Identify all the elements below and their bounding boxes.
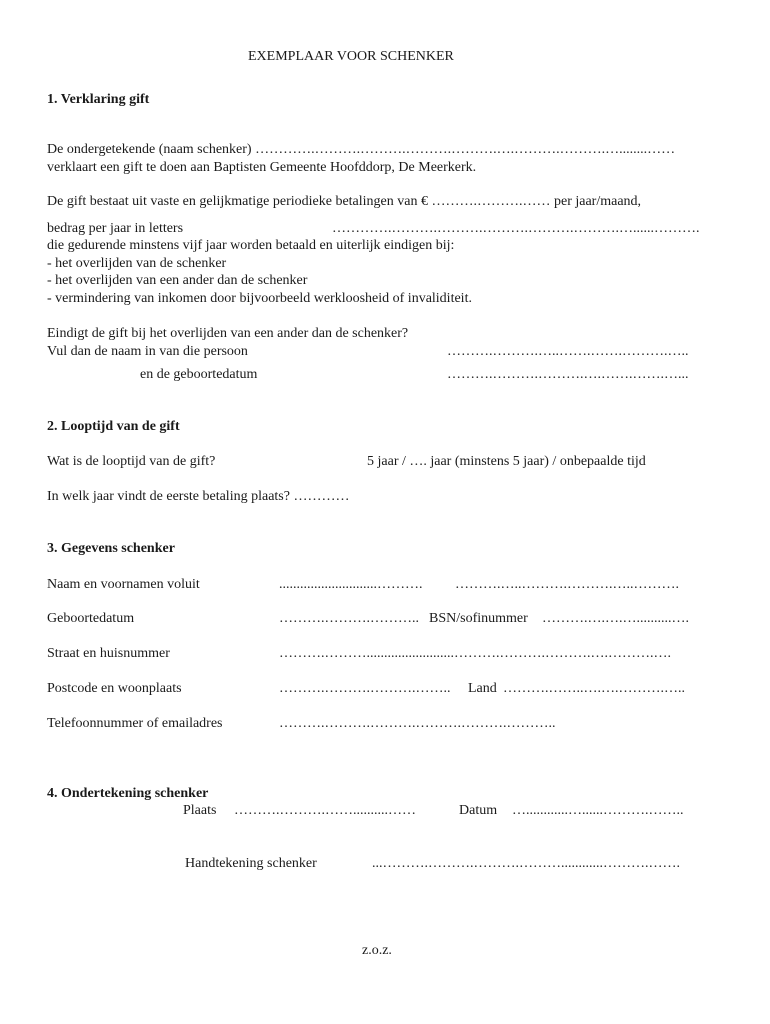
payment-amount-line: De gift bestaat uit vaste en gelijkmatige periodieke betalingen van € ……….……….…… per jaar/maand, bbox=[47, 194, 642, 209]
duration-question: Wat is de looptijd van de gift? bbox=[47, 454, 216, 469]
section-4-heading: 4. Ondertekening schenker bbox=[47, 786, 209, 801]
date-label: Datum bbox=[459, 803, 498, 818]
duration-options[interactable]: 5 jaar / …. jaar (minstens 5 jaar) / onbepaalde tijd bbox=[367, 454, 646, 469]
other-person-name-label: Vul dan de naam in van die persoon bbox=[47, 344, 248, 359]
end-condition-2: - het overlijden van een ander dan de schenker bbox=[47, 273, 308, 288]
other-person-name-field[interactable]: ……….……….…..…….…….……….….. bbox=[447, 344, 689, 359]
section-1-heading: 1. Verklaring gift bbox=[47, 92, 150, 107]
other-person-birthdate-field[interactable]: ……….……….……….….…….…….…... bbox=[447, 367, 689, 382]
other-person-birthdate-label: en de geboortedatum bbox=[140, 367, 258, 382]
document-title: EXEMPLAAR VOOR SCHENKER bbox=[248, 49, 454, 64]
country-field[interactable]: ……….……..….….……….….. bbox=[503, 681, 685, 696]
page-turn-note: z.o.z. bbox=[362, 943, 392, 958]
other-person-question: Eindigt de gift bij het overlijden van een ander dan de schenker? bbox=[47, 326, 409, 341]
birthdate-label: Geboortedatum bbox=[47, 611, 135, 626]
amount-in-letters-field[interactable]: ………….……….……….……….……….……….…......………. bbox=[332, 221, 700, 236]
postcode-field[interactable]: ……….……….……….…….. bbox=[279, 681, 451, 696]
duration-condition-line: die gedurende minstens vijf jaar worden betaald en uiterlijk eindigen bij: bbox=[47, 238, 455, 253]
date-field[interactable]: …............…......……….…….. bbox=[512, 803, 684, 818]
donor-name-line: De ondergetekende (naam schenker) ………….……….……….……….……….….……….……….…........…… bbox=[47, 142, 676, 157]
signature-label: Handtekening schenker bbox=[185, 856, 317, 871]
section-2-heading: 2. Looptijd van de gift bbox=[47, 419, 180, 434]
section-3-heading: 3. Gegevens schenker bbox=[47, 541, 175, 556]
full-name-field-1[interactable]: ............................………. bbox=[279, 577, 423, 592]
phone-email-label: Telefoonnummer of emailadres bbox=[47, 716, 223, 731]
bsn-field[interactable]: ……….….….…..........…. bbox=[542, 611, 689, 626]
postcode-label: Postcode en woonplaats bbox=[47, 681, 182, 696]
phone-email-field[interactable]: ……….……….……….……….……….……….. bbox=[279, 716, 556, 731]
country-label: Land bbox=[468, 681, 497, 696]
street-field[interactable]: ……….……….........................……….……….……….….……….…. bbox=[279, 646, 671, 661]
birthdate-field[interactable]: ……….……….……….. bbox=[279, 611, 419, 626]
bsn-label: BSN/sofinummer bbox=[429, 611, 528, 626]
end-condition-3: - vermindering van inkomen door bijvoorbeeld werkloosheid of invaliditeit. bbox=[47, 291, 472, 306]
street-label: Straat en huisnummer bbox=[47, 646, 170, 661]
first-payment-year-line: In welk jaar vindt de eerste betaling plaats? ………… bbox=[47, 489, 350, 504]
amount-in-letters-label: bedrag per jaar in letters bbox=[47, 221, 184, 236]
full-name-field-2[interactable]: ……….…..……….……….…..………. bbox=[455, 577, 679, 592]
end-condition-1: - het overlijden van de schenker bbox=[47, 256, 227, 271]
declaration-line: verklaart een gift te doen aan Baptisten Gemeente Hoofddorp, De Meerkerk. bbox=[47, 160, 477, 175]
place-label: Plaats bbox=[183, 803, 217, 818]
signature-field[interactable]: ...……….……….……….………............……….……. bbox=[372, 856, 680, 871]
place-field[interactable]: ……….……….……..........…… bbox=[234, 803, 416, 818]
full-name-label: Naam en voornamen voluit bbox=[47, 577, 200, 592]
